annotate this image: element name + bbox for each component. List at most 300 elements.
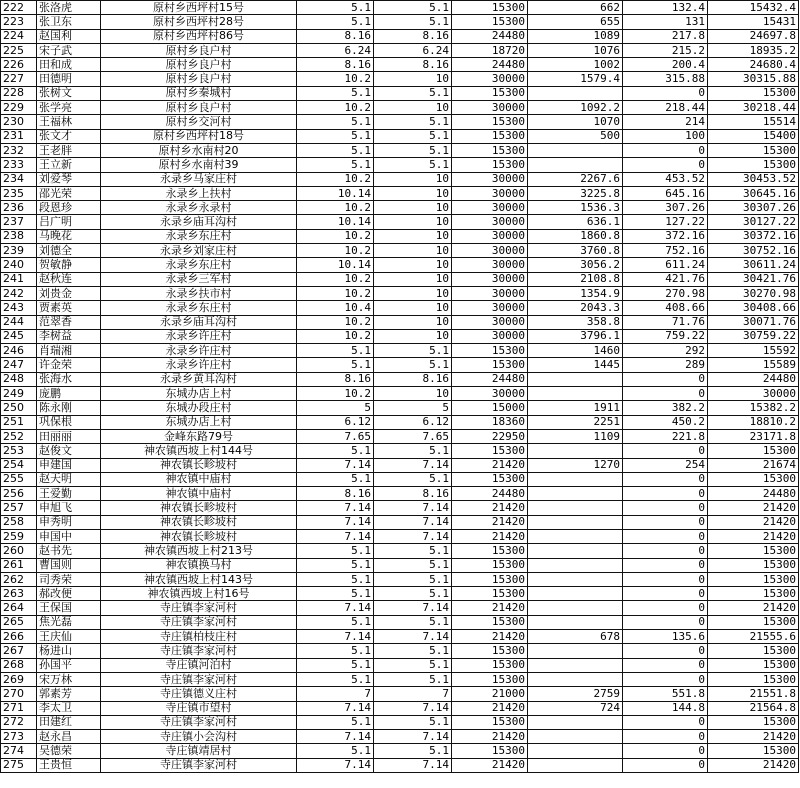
base-amount-cell: 15300 [452, 715, 528, 729]
table-row [1, 658, 799, 672]
area-measured-cell: 7.14 [297, 529, 374, 543]
extra-subsidy-cell: 0 [623, 387, 708, 401]
table-row [1, 487, 799, 501]
area-measured-cell: 10.2 [297, 72, 374, 86]
table-row [1, 29, 799, 43]
total-amount-cell: 15300 [708, 644, 799, 658]
row-number-cell: 226 [1, 58, 37, 72]
base-amount-cell: 30000 [452, 315, 528, 329]
total-amount-cell: 21564.8 [708, 701, 799, 715]
area-measured-cell: 10.4 [297, 301, 374, 315]
table-row [1, 244, 799, 258]
person-name-cell: 申国中 [37, 529, 101, 543]
row-number-cell: 264 [1, 601, 37, 615]
area-measured-cell: 5.1 [297, 558, 374, 572]
person-name-cell: 贺敏静 [37, 258, 101, 272]
table-row [1, 587, 799, 601]
area-approved-cell: 7.14 [374, 758, 452, 772]
table-row [1, 529, 799, 543]
extra-amount-cell: 1579.4 [528, 72, 623, 86]
address-cell: 永录乡黄耳沟村 [101, 372, 297, 386]
extra-amount-cell [528, 487, 623, 501]
base-amount-cell: 21000 [452, 687, 528, 701]
area-approved-cell: 7.14 [374, 515, 452, 529]
total-amount-cell: 21555.6 [708, 630, 799, 644]
total-amount-cell: 15300 [708, 658, 799, 672]
extra-subsidy-cell: 0 [623, 501, 708, 515]
area-measured-cell: 5.1 [297, 444, 374, 458]
extra-amount-cell: 1089 [528, 29, 623, 43]
table-row [1, 687, 799, 701]
person-name-cell: 王保国 [37, 601, 101, 615]
base-amount-cell: 15300 [452, 572, 528, 586]
total-amount-cell: 15300 [708, 615, 799, 629]
extra-subsidy-cell: 551.8 [623, 687, 708, 701]
address-cell: 原村乡良户村 [101, 101, 297, 115]
row-number-cell: 244 [1, 315, 37, 329]
extra-subsidy-cell: 611.24 [623, 258, 708, 272]
person-name-cell: 范翠香 [37, 315, 101, 329]
base-amount-cell: 15300 [452, 86, 528, 100]
extra-amount-cell [528, 672, 623, 686]
extra-subsidy-cell: 453.52 [623, 172, 708, 186]
person-name-cell: 王贵恒 [37, 758, 101, 772]
address-cell: 原村乡交河村 [101, 115, 297, 129]
person-name-cell: 马晚花 [37, 229, 101, 243]
person-name-cell: 申旭飞 [37, 501, 101, 515]
address-cell: 寺庄镇李家河村 [101, 615, 297, 629]
table-row [1, 572, 799, 586]
base-amount-cell: 15000 [452, 401, 528, 415]
base-amount-cell: 21420 [452, 501, 528, 515]
total-amount-cell: 30453.52 [708, 172, 799, 186]
total-amount-cell: 24680.4 [708, 58, 799, 72]
extra-subsidy-cell: 0 [623, 572, 708, 586]
extra-amount-cell: 1911 [528, 401, 623, 415]
base-amount-cell: 21420 [452, 758, 528, 772]
table-row [1, 730, 799, 744]
extra-amount-cell: 1002 [528, 58, 623, 72]
extra-amount-cell: 500 [528, 129, 623, 143]
extra-subsidy-cell: 0 [623, 730, 708, 744]
base-amount-cell: 24480 [452, 58, 528, 72]
base-amount-cell: 21420 [452, 529, 528, 543]
table-row [1, 158, 799, 172]
table-row [1, 515, 799, 529]
total-amount-cell: 15300 [708, 158, 799, 172]
person-name-cell: 赵国利 [37, 29, 101, 43]
row-number-cell: 267 [1, 644, 37, 658]
area-approved-cell: 7.14 [374, 630, 452, 644]
total-amount-cell: 30270.98 [708, 286, 799, 300]
total-amount-cell: 24697.8 [708, 29, 799, 43]
area-approved-cell: 5.1 [374, 587, 452, 601]
area-measured-cell: 10.2 [297, 101, 374, 115]
base-amount-cell: 15300 [452, 615, 528, 629]
row-number-cell: 261 [1, 558, 37, 572]
total-amount-cell: 30315.88 [708, 72, 799, 86]
total-amount-cell: 15300 [708, 544, 799, 558]
extra-subsidy-cell: 0 [623, 86, 708, 100]
extra-subsidy-cell: 131 [623, 15, 708, 29]
extra-amount-cell: 3796.1 [528, 329, 623, 343]
total-amount-cell: 21420 [708, 730, 799, 744]
address-cell: 东城办店上村 [101, 415, 297, 429]
total-amount-cell: 30307.26 [708, 201, 799, 215]
address-cell: 金峰东路79号 [101, 429, 297, 443]
total-amount-cell: 18935.2 [708, 43, 799, 57]
person-name-cell: 刘贵金 [37, 286, 101, 300]
row-number-cell: 258 [1, 515, 37, 529]
address-cell: 神农镇换马村 [101, 558, 297, 572]
person-name-cell: 曹国则 [37, 558, 101, 572]
table-row [1, 415, 799, 429]
total-amount-cell: 15300 [708, 86, 799, 100]
row-number-cell: 247 [1, 358, 37, 372]
table-row [1, 272, 799, 286]
base-amount-cell: 15300 [452, 444, 528, 458]
total-amount-cell: 21420 [708, 758, 799, 772]
base-amount-cell: 21420 [452, 701, 528, 715]
extra-amount-cell: 2267.6 [528, 172, 623, 186]
base-amount-cell: 15300 [452, 129, 528, 143]
row-number-cell: 236 [1, 201, 37, 215]
address-cell: 神农镇长畛坡村 [101, 458, 297, 472]
area-measured-cell: 5.1 [297, 15, 374, 29]
base-amount-cell: 15300 [452, 644, 528, 658]
base-amount-cell: 30000 [452, 329, 528, 343]
total-amount-cell: 30421.76 [708, 272, 799, 286]
base-amount-cell: 30000 [452, 258, 528, 272]
area-measured-cell: 7.14 [297, 701, 374, 715]
row-number-cell: 230 [1, 115, 37, 129]
area-approved-cell: 5.1 [374, 115, 452, 129]
extra-subsidy-cell: 372.16 [623, 229, 708, 243]
row-number-cell: 269 [1, 672, 37, 686]
area-approved-cell: 5.1 [374, 15, 452, 29]
table-row [1, 86, 799, 100]
row-number-cell: 257 [1, 501, 37, 515]
area-measured-cell: 5.1 [297, 358, 374, 372]
base-amount-cell: 24480 [452, 372, 528, 386]
area-approved-cell: 10 [374, 201, 452, 215]
address-cell: 寺庄镇李家河村 [101, 758, 297, 772]
address-cell: 永录乡刘家庄村 [101, 244, 297, 258]
area-approved-cell: 7.14 [374, 601, 452, 615]
extra-subsidy-cell: 0 [623, 444, 708, 458]
table-row [1, 615, 799, 629]
area-approved-cell: 10 [374, 258, 452, 272]
extra-subsidy-cell: 0 [623, 715, 708, 729]
person-name-cell: 张海水 [37, 372, 101, 386]
area-measured-cell: 5.1 [297, 744, 374, 758]
extra-subsidy-cell: 135.6 [623, 630, 708, 644]
base-amount-cell: 15300 [452, 344, 528, 358]
area-measured-cell: 10.2 [297, 244, 374, 258]
base-amount-cell: 30000 [452, 272, 528, 286]
address-cell: 永录乡永录村 [101, 201, 297, 215]
address-cell: 神农镇长畛坡村 [101, 515, 297, 529]
base-amount-cell: 15300 [452, 1, 528, 15]
extra-amount-cell: 1109 [528, 429, 623, 443]
row-number-cell: 274 [1, 744, 37, 758]
address-cell: 寺庄镇李家河村 [101, 715, 297, 729]
table-row [1, 58, 799, 72]
address-cell: 神农镇西坡上村144号 [101, 444, 297, 458]
area-measured-cell: 5.1 [297, 572, 374, 586]
person-name-cell: 田德明 [37, 72, 101, 86]
person-name-cell: 王爱勤 [37, 487, 101, 501]
extra-subsidy-cell: 132.4 [623, 1, 708, 15]
base-amount-cell: 22950 [452, 429, 528, 443]
row-number-cell: 225 [1, 43, 37, 57]
table-row [1, 715, 799, 729]
area-measured-cell: 10.2 [297, 315, 374, 329]
area-approved-cell: 5.1 [374, 572, 452, 586]
area-approved-cell: 7.65 [374, 429, 452, 443]
total-amount-cell: 30071.76 [708, 315, 799, 329]
person-name-cell: 申建国 [37, 458, 101, 472]
area-approved-cell: 7.14 [374, 529, 452, 543]
person-name-cell: 张学亮 [37, 101, 101, 115]
area-approved-cell: 10 [374, 172, 452, 186]
total-amount-cell: 15300 [708, 672, 799, 686]
area-approved-cell: 6.12 [374, 415, 452, 429]
area-measured-cell: 7.14 [297, 501, 374, 515]
area-approved-cell: 7.14 [374, 501, 452, 515]
address-cell: 东城办店上村 [101, 387, 297, 401]
row-number-cell: 231 [1, 129, 37, 143]
extra-amount-cell: 1536.3 [528, 201, 623, 215]
table-row [1, 129, 799, 143]
person-name-cell: 赵天明 [37, 472, 101, 486]
person-name-cell: 许金荣 [37, 358, 101, 372]
area-approved-cell: 5.1 [374, 86, 452, 100]
row-number-cell: 255 [1, 472, 37, 486]
total-amount-cell: 30645.16 [708, 186, 799, 200]
extra-amount-cell: 2251 [528, 415, 623, 429]
area-approved-cell: 7.14 [374, 701, 452, 715]
table-row [1, 501, 799, 515]
area-measured-cell: 5.1 [297, 658, 374, 672]
area-approved-cell: 10 [374, 387, 452, 401]
row-number-cell: 254 [1, 458, 37, 472]
address-cell: 神农镇西坡上村143号 [101, 572, 297, 586]
area-measured-cell: 5.1 [297, 129, 374, 143]
extra-subsidy-cell: 307.26 [623, 201, 708, 215]
person-name-cell: 王立新 [37, 158, 101, 172]
extra-amount-cell: 3760.8 [528, 244, 623, 258]
table-row [1, 1, 799, 15]
area-measured-cell: 7.14 [297, 515, 374, 529]
row-number-cell: 233 [1, 158, 37, 172]
extra-subsidy-cell: 0 [623, 158, 708, 172]
extra-subsidy-cell: 0 [623, 672, 708, 686]
area-measured-cell: 10.2 [297, 172, 374, 186]
extra-amount-cell: 1860.8 [528, 229, 623, 243]
base-amount-cell: 30000 [452, 286, 528, 300]
area-measured-cell: 8.16 [297, 58, 374, 72]
address-cell: 永录乡东庄村 [101, 229, 297, 243]
area-measured-cell: 5.1 [297, 644, 374, 658]
address-cell: 永录乡许庄村 [101, 344, 297, 358]
address-cell: 原村乡良户村 [101, 58, 297, 72]
area-approved-cell: 5 [374, 401, 452, 415]
extra-amount-cell [528, 715, 623, 729]
row-number-cell: 260 [1, 544, 37, 558]
extra-subsidy-cell: 0 [623, 529, 708, 543]
address-cell: 神农镇长畛坡村 [101, 529, 297, 543]
extra-amount-cell: 2108.8 [528, 272, 623, 286]
area-measured-cell: 6.24 [297, 43, 374, 57]
area-approved-cell: 10 [374, 244, 452, 258]
address-cell: 寺庄镇河泊村 [101, 658, 297, 672]
base-amount-cell: 21420 [452, 730, 528, 744]
extra-amount-cell [528, 601, 623, 615]
base-amount-cell: 30000 [452, 101, 528, 115]
row-number-cell: 229 [1, 101, 37, 115]
person-name-cell: 刘爱琴 [37, 172, 101, 186]
person-name-cell: 吕广明 [37, 215, 101, 229]
extra-amount-cell [528, 744, 623, 758]
area-measured-cell: 5.1 [297, 672, 374, 686]
table-row [1, 229, 799, 243]
base-amount-cell: 15300 [452, 358, 528, 372]
table-row [1, 258, 799, 272]
area-approved-cell: 5.1 [374, 615, 452, 629]
base-amount-cell: 15300 [452, 472, 528, 486]
address-cell: 原村乡秦城村 [101, 86, 297, 100]
extra-amount-cell: 655 [528, 15, 623, 29]
extra-subsidy-cell: 0 [623, 587, 708, 601]
area-measured-cell: 7.14 [297, 730, 374, 744]
address-cell: 永录乡庙耳沟村 [101, 215, 297, 229]
person-name-cell: 申秀明 [37, 515, 101, 529]
base-amount-cell: 30000 [452, 301, 528, 315]
address-cell: 原村乡西坪村18号 [101, 129, 297, 143]
extra-subsidy-cell: 214 [623, 115, 708, 129]
area-measured-cell: 10.2 [297, 272, 374, 286]
base-amount-cell: 15300 [452, 115, 528, 129]
base-amount-cell: 30000 [452, 244, 528, 258]
address-cell: 原村乡良户村 [101, 43, 297, 57]
row-number-cell: 256 [1, 487, 37, 501]
total-amount-cell: 21420 [708, 501, 799, 515]
table-row [1, 101, 799, 115]
base-amount-cell: 15300 [452, 15, 528, 29]
row-number-cell: 250 [1, 401, 37, 415]
extra-amount-cell: 1076 [528, 43, 623, 57]
table-row [1, 401, 799, 415]
row-number-cell: 252 [1, 429, 37, 443]
person-name-cell: 张洛虎 [37, 1, 101, 15]
table-body [1, 1, 799, 773]
address-cell: 寺庄镇李家河村 [101, 601, 297, 615]
extra-subsidy-cell: 71.76 [623, 315, 708, 329]
row-number-cell: 275 [1, 758, 37, 772]
total-amount-cell: 21674 [708, 458, 799, 472]
table-row [1, 758, 799, 772]
total-amount-cell: 30372.16 [708, 229, 799, 243]
total-amount-cell: 21420 [708, 515, 799, 529]
extra-subsidy-cell: 270.98 [623, 286, 708, 300]
table-row [1, 429, 799, 443]
base-amount-cell: 24480 [452, 487, 528, 501]
total-amount-cell: 15514 [708, 115, 799, 129]
extra-subsidy-cell: 215.2 [623, 43, 708, 57]
total-amount-cell: 21420 [708, 529, 799, 543]
area-measured-cell: 10.2 [297, 387, 374, 401]
extra-subsidy-cell: 100 [623, 129, 708, 143]
extra-amount-cell [528, 730, 623, 744]
person-name-cell: 王庆仙 [37, 630, 101, 644]
address-cell: 神农镇西坡上村213号 [101, 544, 297, 558]
extra-amount-cell [528, 86, 623, 100]
table-row [1, 458, 799, 472]
base-amount-cell: 15300 [452, 158, 528, 172]
person-name-cell: 陈永刚 [37, 401, 101, 415]
row-number-cell: 237 [1, 215, 37, 229]
total-amount-cell: 30218.44 [708, 101, 799, 115]
table-row [1, 372, 799, 386]
extra-subsidy-cell: 221.8 [623, 429, 708, 443]
address-cell: 原村乡水南村20 [101, 143, 297, 157]
area-measured-cell: 7 [297, 687, 374, 701]
area-approved-cell: 5.1 [374, 558, 452, 572]
area-approved-cell: 5.1 [374, 715, 452, 729]
total-amount-cell: 30759.22 [708, 329, 799, 343]
extra-subsidy-cell: 315.88 [623, 72, 708, 86]
row-number-cell: 253 [1, 444, 37, 458]
area-measured-cell: 5.1 [297, 472, 374, 486]
extra-amount-cell: 3225.8 [528, 186, 623, 200]
area-approved-cell: 5.1 [374, 658, 452, 672]
row-number-cell: 241 [1, 272, 37, 286]
address-cell: 永录乡许庄村 [101, 329, 297, 343]
area-approved-cell: 7 [374, 687, 452, 701]
person-name-cell: 张文才 [37, 129, 101, 143]
address-cell: 永录乡扶市村 [101, 286, 297, 300]
extra-subsidy-cell: 0 [623, 601, 708, 615]
table-row [1, 644, 799, 658]
table-row [1, 43, 799, 57]
person-name-cell: 段恩珍 [37, 201, 101, 215]
base-amount-cell: 15300 [452, 672, 528, 686]
area-approved-cell: 10 [374, 301, 452, 315]
row-number-cell: 245 [1, 329, 37, 343]
row-number-cell: 224 [1, 29, 37, 43]
extra-subsidy-cell: 0 [623, 143, 708, 157]
area-measured-cell: 8.16 [297, 372, 374, 386]
extra-subsidy-cell: 127.22 [623, 215, 708, 229]
address-cell: 寺庄镇市望村 [101, 701, 297, 715]
person-name-cell: 肖瑞湘 [37, 344, 101, 358]
row-number-cell: 265 [1, 615, 37, 629]
base-amount-cell: 30000 [452, 215, 528, 229]
extra-amount-cell: 1445 [528, 358, 623, 372]
total-amount-cell: 15300 [708, 744, 799, 758]
row-number-cell: 263 [1, 587, 37, 601]
table-row [1, 215, 799, 229]
table-row [1, 301, 799, 315]
extra-subsidy-cell: 0 [623, 487, 708, 501]
base-amount-cell: 15300 [452, 558, 528, 572]
address-cell: 神农镇长畛坡村 [101, 501, 297, 515]
table-row [1, 201, 799, 215]
total-amount-cell: 18810.2 [708, 415, 799, 429]
extra-amount-cell: 1092.2 [528, 101, 623, 115]
person-name-cell: 郭素芳 [37, 687, 101, 701]
